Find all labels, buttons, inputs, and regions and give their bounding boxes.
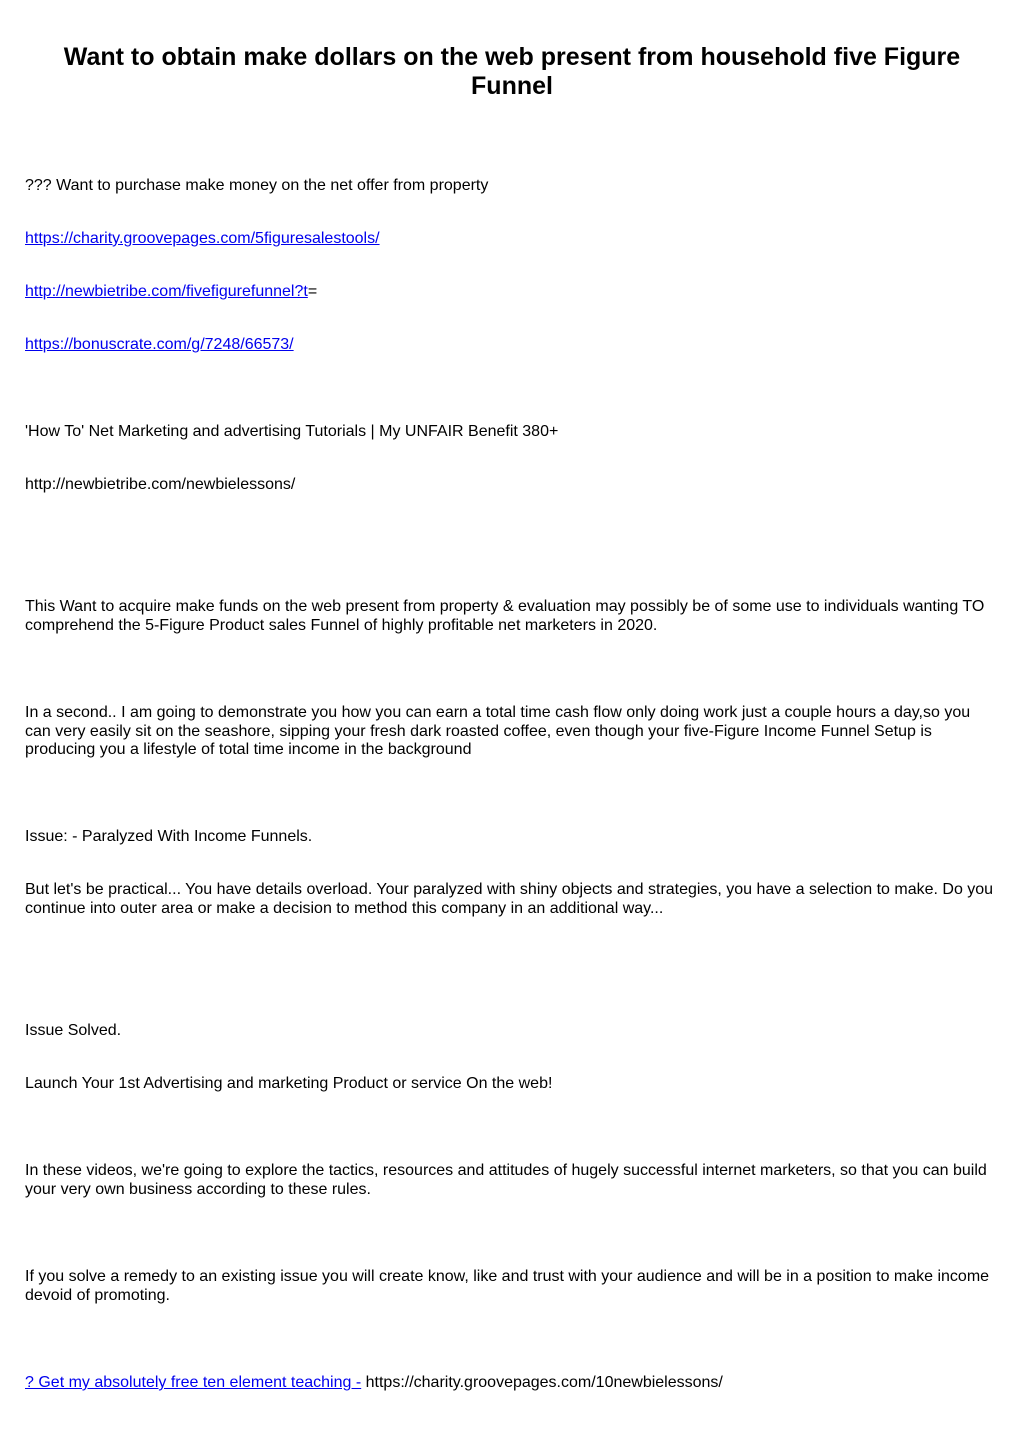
page-title: Want to obtain make dollars on the web present from household five Figure Funnel: [63, 43, 961, 100]
footer-line: [25, 1374, 1000, 1393]
intro-line: ??? Want to purchase make money on the net offer from property: [25, 177, 489, 194]
bonuscrate-link[interactable]: https://bonuscrate.com/g/7248/66573/: [25, 336, 294, 353]
link-line-3: [25, 336, 1000, 355]
tutorials-url: http://newbietribe.com/newbielessons/: [25, 476, 296, 493]
groovepages-sales-tools-link[interactable]: https://charity.groovepages.com/5figuresalestools/: [25, 230, 380, 247]
launch-heading: Launch Your 1st Advertising and marketing Product or service On the web!: [25, 1075, 553, 1092]
free-teaching-url: https://charity.groovepages.com/10newbielessons/: [361, 1374, 723, 1391]
newbietribe-funnel-link[interactable]: http://newbietribe.com/fivefigurefunnel?t: [25, 283, 308, 300]
paragraph-videos: In these videos, we're going to explore the tactics, resources and attitudes of hugely successful internet marketers, so that you can build your very own business according to these rules.: [25, 1162, 987, 1198]
paragraph-remedy: If you solve a remedy to an existing issue you will create know, like and trust with your audience and will be in a position to make income devoid of promoting.: [25, 1268, 990, 1304]
tutorials-heading: 'How To' Net Marketing and advertising Tutorials | My UNFAIR Benefit 380+: [25, 423, 559, 440]
paragraph-intro: This Want to acquire make funds on the web present from property & evaluation may possibly be of some use to individuals wanting TO comprehend the 5-Figure Product sales Funnel of highly profitable net marketers in 2020.: [25, 598, 985, 634]
free-teaching-link[interactable]: ? Get my absolutely free ten element teaching -: [25, 1374, 362, 1391]
link-line-2: [25, 283, 1000, 302]
issue-solved-heading: Issue Solved.: [25, 1022, 122, 1039]
paragraph-demonstrate: In a second.. I am going to demonstrate you how you can earn a total time cash flow only doing work just a couple hours a day,so you can very easily sit on the seashore, sipping your fresh dark roasted coffee, even though your five-Figure Income Funnel Setup is producing you a lifestyle of total time income in the background: [25, 704, 971, 758]
issue-heading: Issue: - Paralyzed With Income Funnels.: [25, 828, 313, 845]
link-suffix: =: [307, 283, 318, 300]
paragraph-practical: But let's be practical... You have details overload. Your paralyzed with shiny objects and strategies, you have a selection to make. Do you continue into outer area or make a decision to method this company in an additional way...: [25, 881, 994, 917]
link-line-1: [25, 230, 1000, 249]
